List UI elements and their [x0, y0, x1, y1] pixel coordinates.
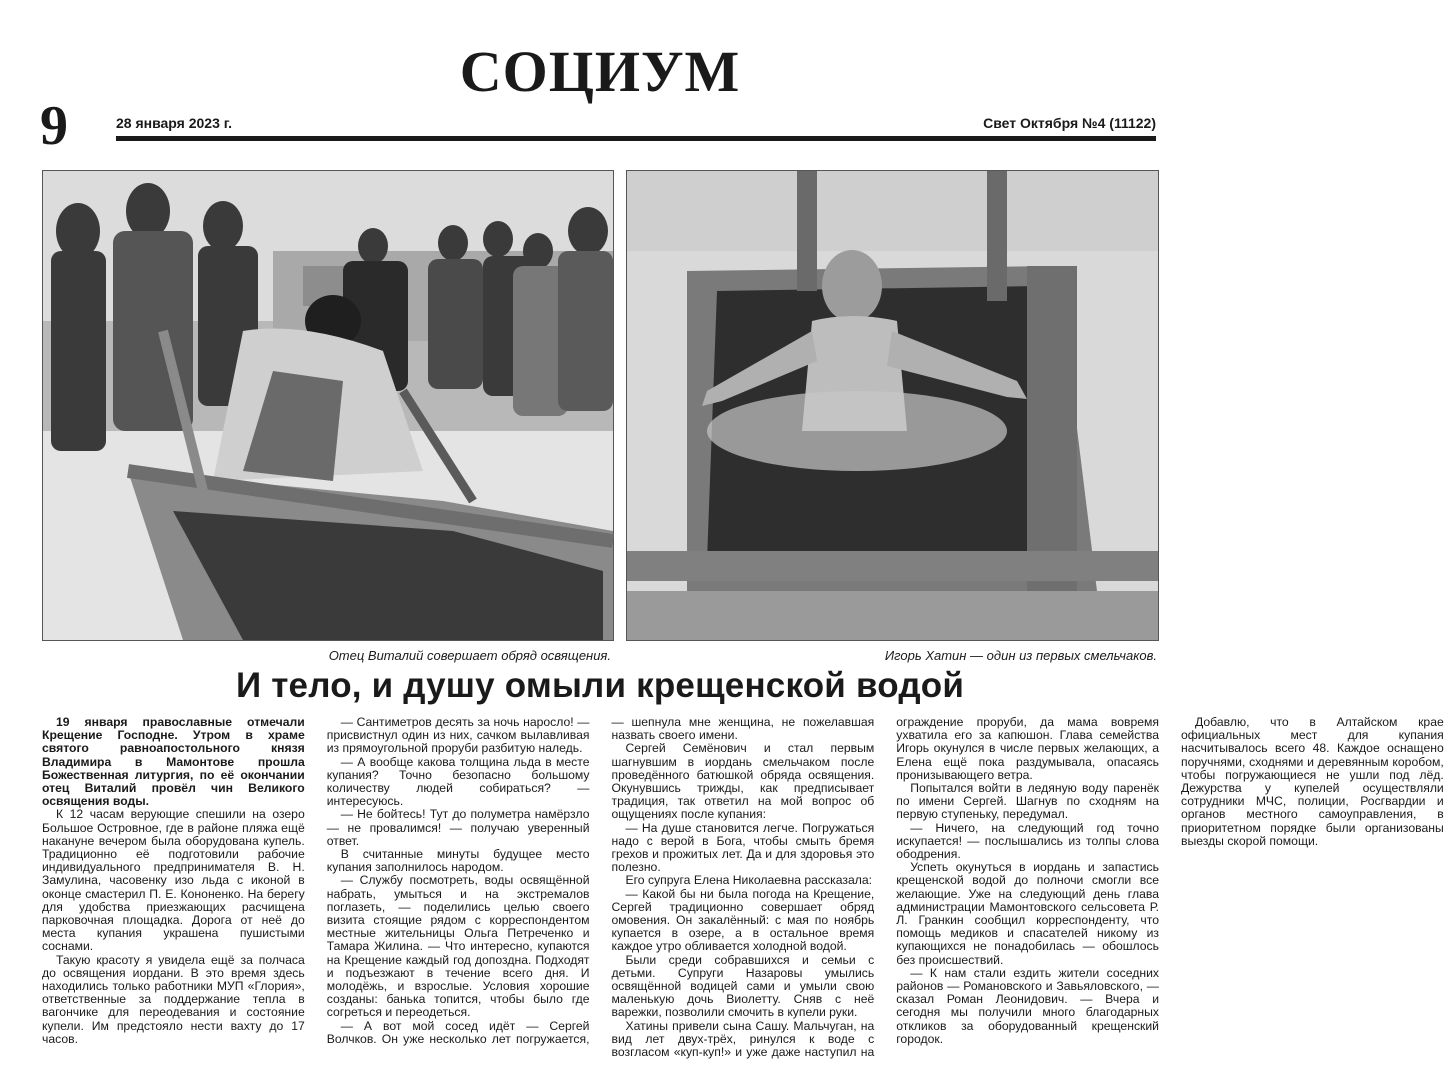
article-paragraph: — Службу посмотреть, воды освящённой набрать, умыться и на экстремалов поглазеть, — поделились целью своего визита стоящие рядом с корреспондентом местные жительницы Ольга Петреченко и Тамара Жилина. — Что интересно, купаются на Крещение каждый год допоздна. Подходят и подъезжают в течение всего дня. И молодёжь, и взрослые. Условия хорошие созданы: банька топится, чтобы было где согреться и переодеться.	[326, 873, 590, 1020]
article-paragraph: В считанные минуты будущее место купания заполнилось народом.	[326, 847, 590, 875]
article-paragraph: Попытался войти в ледяную воду паренёк по имени Сергей. Шагнув по сходням на первую ступеньку, передумал.	[896, 781, 1159, 822]
article-paragraph: — А вообще какова толщина льда в месте купания? Точно безопасно большому количеству людей собираться? — интересуюсь.	[326, 754, 590, 809]
article-paragraph: — Ничего, на следующий год точно искупается! — послышались из толпы слова ободрения.	[896, 820, 1159, 862]
photo-caption-right: Игорь Хатин — один из первых смельчаков.	[884, 648, 1157, 663]
article-paragraph: Хатины привели сына Сашу. Мальчуган, на вид лет двух-трёх, ринулся к воде с возгласом «куп-куп!» и уже даже наступил на ограждение проруби, да мама вовремя ухватила его за капюшон. Глава семейства Игорь окунулся в числе первых желающих, а Елена ещё пока раздумывала, опасаясь пронизывающего ветра.	[611, 715, 1159, 1060]
article-paragraph: Такую красоту я увидела ещё за полчаса до освящения иордани. В это время здесь находились только работники МУП «Глория», ответственные за поддержание тепла в вагончике для переодевания и состояние купели. Им предстояло нести вахту до 17 часов.	[42, 952, 305, 1046]
article-paragraph: Сергей Семёнович и стал первым шагнувшим в иордань смельчаком после проведённого батюшкой обряда освящения. Окунувшись трижды, как предписывает традиция, так ответил на мой вопрос об ощущениях после купания:	[611, 741, 875, 822]
article-paragraph: — На душе становится легче. Погружаться надо с верой в Бога, чтобы смыть бремя грехов и прожитых лет. Да и для здоровья это полезно.	[611, 820, 875, 875]
photo-man-bathing	[626, 170, 1159, 641]
article-paragraph: Были среди собравшихся и семьи с детьми. Супруги Назаровы умылись освящённой водицей сами и умыли свою маленькую дочь Виолетту. Сняв с неё варежки, позволили смочить в купели руки.	[611, 952, 875, 1020]
photo-priest-blessing	[42, 170, 614, 641]
article-paragraph: Успеть окунуться в иордань и запастись крещенской водой до полночи смогли все желающие. Уже на следующий день глава администрации Мамонтовского сельсовета Р. Л. Гранкин сообщил корреспонденту, что помощь медиков и спасателей никому из купающихся не понадобилась — обошлось без происшествий.	[896, 860, 1159, 967]
issue-date: 28 января 2023 г.	[116, 115, 233, 131]
article-paragraph: — А вот мой сосед идёт — Сергей Волчков. Он уже несколько лет погружается, — шепнула мне женщина, не пожелавшая назвать своего имени.	[326, 715, 875, 1046]
photo-caption-left: Отец Виталий совершает обряд освящения.	[328, 648, 611, 663]
article-lead: 19 января православные отмечали Крещение Господне. Утром в храме святого равноапостольного князя Владимира в Мамонтове прошла Божественная литургия, по её окончании отец Виталий провёл чин Великого освящения воды.	[42, 715, 305, 809]
header-rule	[116, 136, 1156, 141]
section-title: СОЦИУМ	[459, 39, 741, 104]
article-paragraph: Добавлю, что в Алтайском крае официальных мест для купания насчитывалось всего 48. Каждое оснащено поручнями, сходнями и деревянным коробом, чтобы погружающиеся не ушли под лёд. Дежурства у купелей осуществляли сотрудники МЧС, полиции, Росгвардии и органов местного самоуправления, в приоритетном порядке были организованы выезды скорой помощи.	[1181, 715, 1444, 848]
page-number: 9	[40, 95, 68, 157]
article-headline: И тело, и душу омыли крещенской водой	[235, 666, 965, 705]
article-paragraph: К 12 часам верующие спешили на озеро Большое Островное, где в районе пляжа ещё накануне вечером была оборудована купель. Традиционно её подготовили рабочие индивидуального предпринимателя В. Н. Замулина, часовенку изо льда с иконой в оконце смастерил П. Е. Кононенко. На берегу для удобства приезжающих расчищена парковочная площадка. Дорога от неё до места купания украшена пушистыми соснами.	[42, 807, 305, 954]
newspaper-issue: Свет Октября №4 (11122)	[983, 115, 1156, 131]
article-paragraph: — К нам стали ездить жители соседних районов — Романовского и Завьяловского, — сказал Роман Леонидович. — Вчера и сегодня мы получили много благодарных откликов за оборудованный крещенский городок.	[896, 965, 1159, 1046]
article-paragraph: Его супруга Елена Николаевна рассказала:	[625, 873, 872, 888]
article-paragraph: — Не бойтесь! Тут до полуметра намёрзло — не провалимся! — получаю уверенный ответ.	[326, 807, 590, 848]
article-body	[42, 715, 1444, 1066]
article-paragraph: — Какой бы ни была погода на Крещение, Сергей традиционно совершает обряд омовения. Он закалённый: с мая по ноябрь купается в озере, а в остальное время каждое утро обливается холодной водой.	[611, 886, 875, 954]
article-paragraph: — Сантиметров десять за ночь наросло! — присвистнул один из них, сачком вылавливая из прямоугольной проруби разбитую наледь.	[326, 715, 590, 756]
